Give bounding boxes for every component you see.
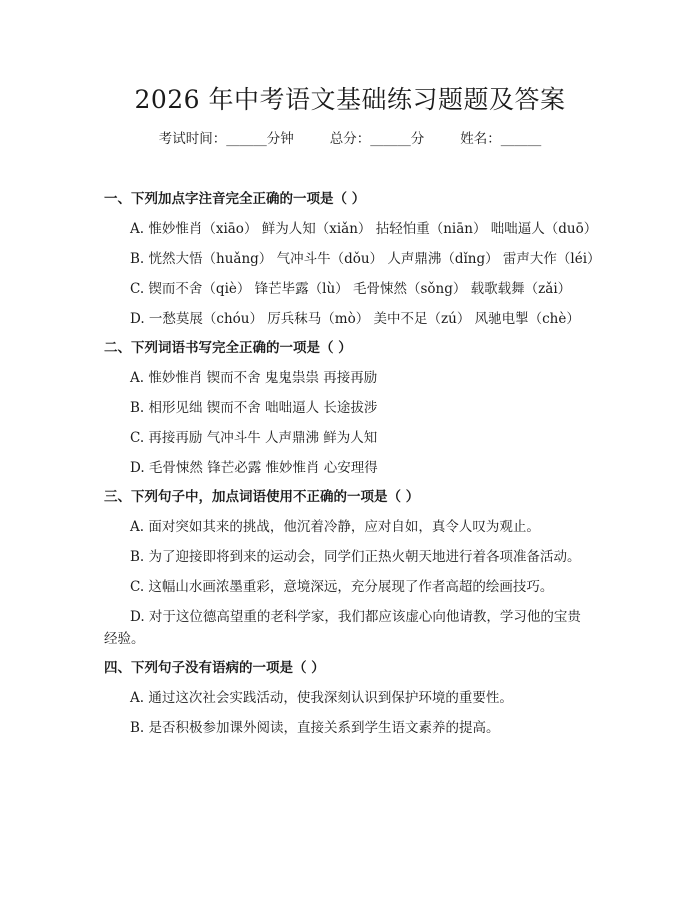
question-1 bbox=[104, 189, 601, 330]
option-b: B. 为了迎接即将到来的运动会，同学们正热火朝天地进行着各项准备活动。 bbox=[130, 549, 581, 565]
option-d: D. 毛骨悚然 锋芒必露 惟妙惟肖 心安理得 bbox=[130, 460, 378, 476]
question-list bbox=[104, 189, 601, 747]
total-score-label: 总分：______分 bbox=[329, 131, 425, 147]
option-b: B. 是否积极参加课外阅读，直接关系到学生语文素养的提高。 bbox=[130, 720, 500, 736]
option-c: C. 再接再励 气冲斗牛 人声鼎沸 鲜为人知 bbox=[130, 430, 378, 446]
question-4 bbox=[104, 658, 594, 739]
question-3 bbox=[104, 487, 594, 650]
question-heading: 四、下列句子没有语病的一项是（ ） bbox=[104, 660, 325, 676]
page-title: 2026 年中考语文基础练习题题及答案 bbox=[134, 85, 566, 114]
question-2 bbox=[104, 338, 594, 479]
option-b: B. 恍然大悟（huǎng） 气冲斗牛（dǒu） 人声鼎沸（dǐng） 雷声大作（léi） bbox=[130, 251, 601, 267]
exam-meta bbox=[0, 129, 700, 149]
name-label: 姓名：______ bbox=[460, 131, 542, 147]
option-c: C. 这幅山水画浓墨重彩，意境深远，充分展现了作者高超的绘画技巧。 bbox=[130, 579, 554, 595]
option-a: A. 面对突如其来的挑战，他沉着冷静，应对自如，真令人叹为观止。 bbox=[130, 519, 540, 535]
option-d: D. 对于这位德高望重的老科学家，我们都应该虚心向他请教，学习他的宝贵经验。 bbox=[104, 609, 581, 647]
option-a: A. 惟妙惟肖 锲而不舍 鬼鬼祟祟 再接再励 bbox=[130, 370, 378, 386]
option-d: D. 一愁莫展（chóu） 厉兵秣马（mò） 美中不足（zú） 风驰电掣（chè） bbox=[130, 311, 580, 327]
option-b: B. 相形见绌 锲而不舍 咄咄逼人 长途拔涉 bbox=[130, 400, 378, 416]
question-heading: 二、下列词语书写完全正确的一项是（ ） bbox=[104, 340, 352, 356]
option-a: A. 惟妙惟肖（xiāo） 鲜为人知（xiǎn） 拈轻怕重（niān） 咄咄逼人（duō） bbox=[130, 221, 598, 237]
option-c: C. 锲而不舍（qiè） 锋芒毕露（lù） 毛骨悚然（sǒng） 载歌载舞（zǎi） bbox=[130, 281, 572, 297]
exam-time-label: 考试时间：______分钟 bbox=[158, 131, 294, 147]
question-heading: 三、下列句子中，加点词语使用不正确的一项是（ ） bbox=[104, 489, 420, 505]
question-heading: 一、下列加点字注音完全正确的一项是（ ） bbox=[104, 191, 366, 207]
option-a: A. 通过这次社会实践活动，使我深刻认识到保护环境的重要性。 bbox=[130, 690, 513, 706]
